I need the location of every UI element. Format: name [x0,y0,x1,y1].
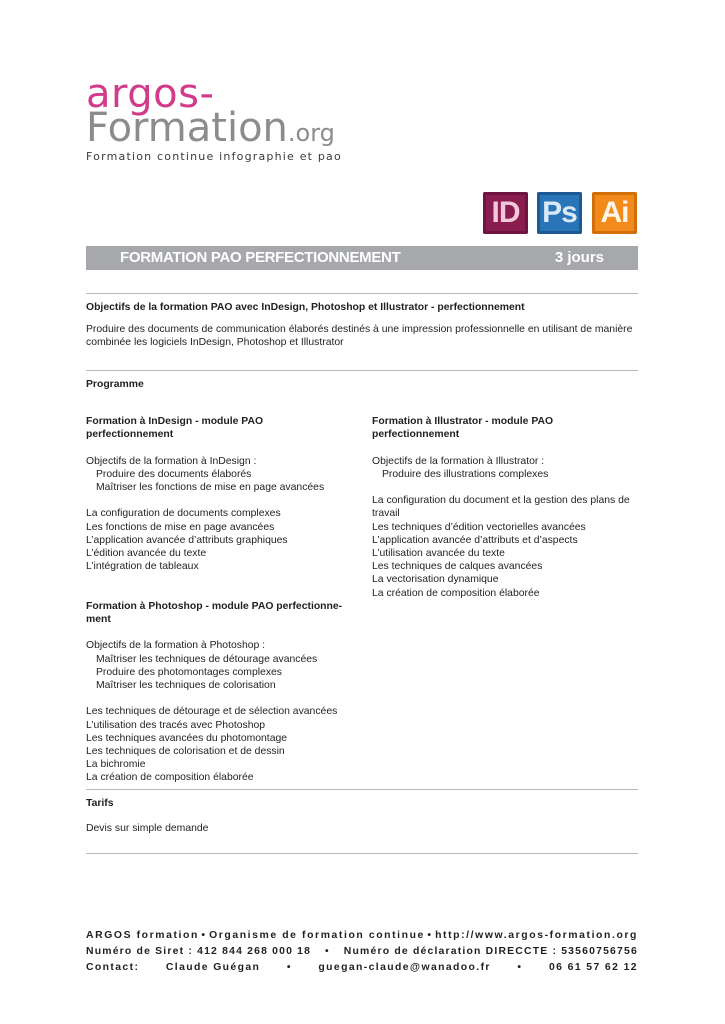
footer-company: ARGOS formation [86,930,199,941]
footer-contact-name: Claude Guégan [165,962,261,973]
photoshop-objective-item: Maîtriser les techniques de colorisation [96,679,276,691]
logo-org-suffix: .org [287,119,335,147]
footer-line [86,962,638,973]
footer-bullet: • [427,930,433,941]
photoshop-topic-item: La création de composition élaborée [86,772,254,784]
footer-direccte: Numéro de déclaration DIRECCTE : 53560756756 [343,946,638,957]
footer-bullet: • [325,946,330,957]
logo-tagline: Formation continue infographie et pao [86,150,342,163]
objectives-body [86,323,646,349]
objectives-body-line: Produire des documents de communication élaborés destinés à une impression professionnelle en utilisant de manière [86,324,633,335]
illustrator-topic-item: L’utilisation avancée du texte [372,548,505,559]
divider [86,370,638,371]
illustrator-topic-item: Les techniques d’édition vectorielles avancées [372,521,586,533]
programme-left-column [86,415,351,785]
indesign-objective-item: Produire des documents élaborés [96,468,252,480]
duration-label: 3 jours [554,249,604,266]
footer-bullet: • [201,930,207,941]
photoshop-objective-item: Maîtriser les techniques de détourage avancées [96,653,318,665]
objectives-body-line: combinée les logiciels InDesign, Photoshop et Illustrator [86,337,344,349]
illustrator-module-heading: Formation à Illustrator - module PAO perfectionnement [372,416,554,441]
illustrator-topic-item: travail [372,508,400,520]
indesign-icon: ID [483,192,528,234]
tarifs-heading: Tarifs [86,798,114,809]
divider [86,789,638,790]
divider [86,293,638,294]
indesign-module-heading: Formation à InDesign - module PAO perfectionnement [86,416,264,441]
indesign-topic-item: La configuration de documents complexes [86,508,281,520]
footer-email-link[interactable]: guegan-claude@wanadoo.fr [318,962,491,973]
footer-website-link[interactable]: http://www.argos-formation.org [435,930,638,941]
tarifs-body: Devis sur simple demande [86,823,209,834]
photoshop-objectives-label: Objectifs de la formation à Photoshop : [86,640,266,652]
logo-text-formation [86,106,335,155]
photoshop-topic-item: Les techniques de colorisation et de dessin [86,745,285,757]
programme-heading: Programme [86,379,144,390]
title-bar [86,246,638,270]
footer-bullet: • [286,962,292,973]
footer-contact-label: Contact: [86,962,140,973]
footer-line [86,930,638,941]
programme-right-column [372,415,642,600]
photoshop-topic-item: Les techniques de détourage et de sélection avancées [86,706,338,718]
illustrator-objectives-label: Objectifs de la formation à Illustrator : [372,455,545,467]
footer-siret: Numéro de Siret : 412 844 268 000 18 [86,946,312,957]
illustrator-icon: Ai [592,192,637,234]
illustrator-topic-item: La configuration du document et la gestion des plans de [372,495,630,507]
illustrator-topic-item: La création de composition élaborée [372,587,540,599]
illustrator-topic-item: Les techniques de calques avancées [372,561,543,573]
footer-phone: 06 61 57 62 12 [549,962,638,973]
photoshop-objective-item: Produire des photomontages complexes [96,666,282,678]
footer-line [86,946,638,957]
illustrator-objective-item: Produire des illustrations complexes [382,468,549,480]
photoshop-module-heading: Formation à Photoshop - module PAO perfectionne- [86,600,343,612]
indesign-topic-item: L’intégration de tableaux [86,561,199,573]
indesign-topic-item: Les fonctions de mise en page avancées [86,521,275,533]
photoshop-topic-item: L’utilisation des tracés avec Photoshop [86,719,266,731]
photoshop-module-heading-cont: ment [86,613,111,625]
objectives-heading: Objectifs de la formation PAO avec InDesign, Photoshop et Illustrator - perfectionnement [86,302,525,313]
page-title: FORMATION PAO PERFECTIONNEMENT [120,249,401,266]
logo-formation-word: Formation [86,105,288,151]
divider [86,853,638,854]
photoshop-topic-item: La bichromie [86,759,146,771]
photoshop-icon: Ps [537,192,582,234]
logo-text-argos: argos- [86,71,215,117]
illustrator-topic-item: L’application avancée d’attributs et d’aspects [372,534,578,546]
indesign-objective-item: Maîtriser les fonctions de mise en page avancées [96,482,325,493]
footer-bullet: • [517,962,523,973]
indesign-objectives-label: Objectifs de la formation à InDesign : [86,455,257,467]
footer-org-type: Organisme de formation continue [209,930,425,941]
indesign-topic-item: L’édition avancée du texte [86,548,207,559]
indesign-topic-item: L’application avancée d’attributs graphiques [86,534,288,546]
illustrator-topic-item: La vectorisation dynamique [372,574,499,586]
photoshop-topic-item: Les techniques avancées du photomontage [86,732,288,744]
